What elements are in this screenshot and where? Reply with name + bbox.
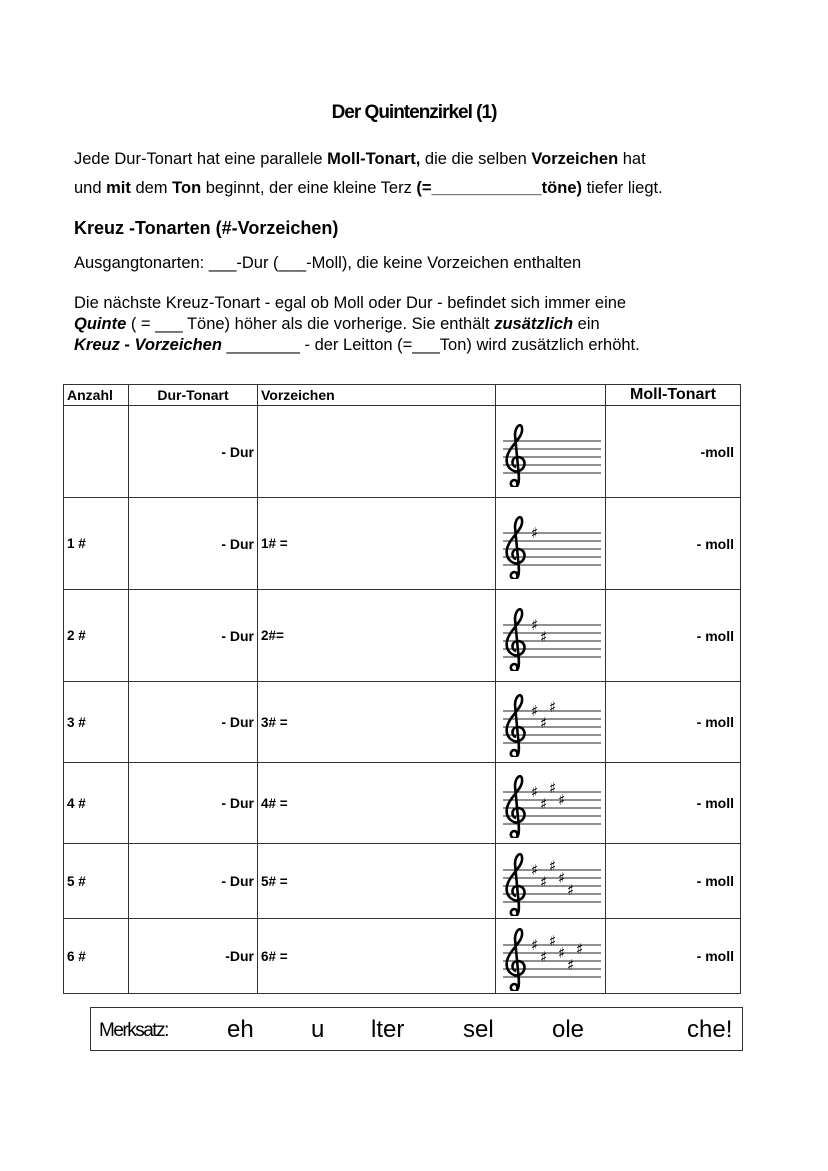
- text: Ton: [172, 179, 202, 197]
- cell-dur: - Dur: [129, 844, 258, 919]
- table-row: [64, 590, 741, 682]
- text: dem: [130, 179, 173, 197]
- cell-vorzeichen: 1# =: [258, 498, 496, 590]
- text: ein: [573, 315, 600, 333]
- treble-clef-icon: [506, 929, 524, 991]
- text: hat: [618, 150, 646, 168]
- header-moll: Moll-Tonart: [606, 385, 741, 406]
- treble-staff: [499, 417, 603, 487]
- cell-moll: - moll: [606, 844, 741, 919]
- table-row: [64, 406, 741, 498]
- cell-anzahl: 4 #: [64, 763, 129, 844]
- table-header-row: [64, 385, 741, 406]
- sharp-icon: ♯: [557, 791, 565, 809]
- sharp-icon: ♯: [539, 948, 547, 966]
- text: (=____________töne): [416, 179, 582, 197]
- treble-staff: [499, 768, 603, 838]
- treble-clef-icon: [506, 609, 524, 671]
- table-row: [64, 498, 741, 590]
- page-title: Der Quintenzirkel (1): [331, 102, 497, 123]
- sharp-icon: ♯: [548, 698, 556, 716]
- treble-staff: [499, 687, 603, 757]
- cell-dur: - Dur: [129, 763, 258, 844]
- merksatz-word: che!: [687, 1016, 733, 1043]
- intro-line-1: [74, 150, 646, 169]
- cell-anzahl: 5 #: [64, 844, 129, 919]
- cell-moll: -moll: [606, 406, 741, 498]
- table-row: [64, 919, 741, 994]
- merksatz-word: u: [311, 1016, 325, 1043]
- merksatz-word: ole: [552, 1016, 585, 1043]
- rule-line-1: Die nächste Kreuz-Tonart - egal ob Moll oder Dur - befindet sich immer eine: [74, 294, 627, 312]
- text: und: [74, 179, 107, 197]
- treble-clef-icon: [506, 776, 524, 838]
- cell-staff: [496, 498, 606, 590]
- header-dur: Dur-Tonart: [129, 385, 258, 406]
- cell-vorzeichen: 3# =: [258, 682, 496, 763]
- sharp-icon: ♯: [530, 615, 538, 634]
- cell-staff: [496, 844, 606, 919]
- table-row: [64, 763, 741, 844]
- cell-moll: - moll: [606, 919, 741, 994]
- cell-moll: - moll: [606, 498, 741, 590]
- merksatz-word: lter: [371, 1016, 405, 1043]
- merksatz-box: [90, 1007, 743, 1051]
- text: ________ - der Leitton (=___Ton) wird zusätzlich erhöht.: [221, 336, 640, 354]
- sharp-icon: ♯: [530, 861, 538, 879]
- treble-clef-icon: [506, 425, 524, 487]
- text: Kreuz - Vorzeichen: [74, 336, 222, 354]
- header-vorzeichen: Vorzeichen: [258, 385, 496, 406]
- section-heading: Kreuz -Tonarten (#-Vorzeichen): [74, 218, 339, 238]
- cell-anzahl: [64, 406, 129, 498]
- text: Quinte: [74, 315, 127, 333]
- text: zusätzlich: [494, 315, 574, 333]
- cell-moll: - moll: [606, 590, 741, 682]
- sharp-icon: ♯: [566, 956, 574, 974]
- sharp-icon: ♯: [557, 869, 565, 887]
- header-staff: [496, 385, 606, 406]
- cell-vorzeichen: 6# =: [258, 919, 496, 994]
- merksatz-word: eh: [227, 1016, 254, 1043]
- text: die die selben: [420, 150, 532, 168]
- treble-clef-icon: [506, 854, 524, 916]
- sharp-icon: ♯: [539, 627, 547, 646]
- intro-line-2: [74, 179, 663, 198]
- cell-anzahl: 1 #: [64, 498, 129, 590]
- text: mit: [106, 179, 131, 197]
- treble-staff: [499, 601, 603, 671]
- text: ( = ___ Töne) höher als die vorherige. Sie enthält: [126, 315, 495, 333]
- cell-dur: - Dur: [129, 682, 258, 763]
- cell-dur: - Dur: [129, 590, 258, 682]
- text: Moll-Tonart,: [327, 150, 421, 168]
- text: beginnt, der eine kleine Terz: [201, 179, 417, 197]
- rule-line-3: [74, 336, 640, 355]
- cell-vorzeichen: [258, 406, 496, 498]
- treble-staff: [499, 509, 603, 579]
- header-anzahl: Anzahl: [64, 385, 129, 406]
- table-row: [64, 682, 741, 763]
- ausgang-text: Ausgangtonarten: ___-Dur (___-Moll), die keine Vorzeichen enthalten: [74, 254, 582, 272]
- sharp-icon: ♯: [557, 944, 565, 962]
- treble-clef-icon: [506, 695, 524, 757]
- rule-line-2: [74, 315, 600, 334]
- table-row: [64, 844, 741, 919]
- sharp-icon: ♯: [548, 932, 556, 950]
- sharp-icon: ♯: [530, 783, 538, 801]
- sharp-icon: ♯: [539, 873, 547, 891]
- cell-vorzeichen: 2#=: [258, 590, 496, 682]
- cell-moll: - moll: [606, 763, 741, 844]
- treble-staff: [499, 846, 603, 916]
- treble-staff: [499, 921, 603, 991]
- text: Jede Dur-Tonart hat eine parallele: [74, 150, 328, 168]
- merksatz-word: sel: [463, 1016, 494, 1043]
- cell-dur: - Dur: [129, 406, 258, 498]
- cell-staff: [496, 406, 606, 498]
- text: Vorzeichen: [531, 150, 619, 168]
- text: tiefer liegt.: [582, 179, 663, 197]
- cell-anzahl: 6 #: [64, 919, 129, 994]
- key-table: [63, 384, 741, 994]
- cell-staff: [496, 919, 606, 994]
- sharp-icon: ♯: [530, 702, 538, 720]
- cell-dur: - Dur: [129, 498, 258, 590]
- sharp-icon: ♯: [539, 714, 547, 732]
- cell-dur: -Dur: [129, 919, 258, 994]
- sharp-icon: ♯: [548, 857, 556, 875]
- merksatz-label: Merksatz:: [99, 1020, 168, 1041]
- cell-staff: [496, 590, 606, 682]
- sharp-icon: ♯: [566, 881, 574, 899]
- cell-moll: - moll: [606, 682, 741, 763]
- cell-staff: [496, 682, 606, 763]
- cell-anzahl: 2 #: [64, 590, 129, 682]
- sharp-icon: ♯: [539, 795, 547, 813]
- cell-vorzeichen: 5# =: [258, 844, 496, 919]
- cell-anzahl: 3 #: [64, 682, 129, 763]
- cell-staff: [496, 763, 606, 844]
- cell-vorzeichen: 4# =: [258, 763, 496, 844]
- sharp-icon: ♯: [548, 779, 556, 797]
- sharp-icon: ♯: [530, 523, 538, 542]
- sharp-icon: ♯: [575, 940, 583, 958]
- treble-clef-icon: [506, 517, 524, 579]
- sharp-icon: ♯: [530, 936, 538, 954]
